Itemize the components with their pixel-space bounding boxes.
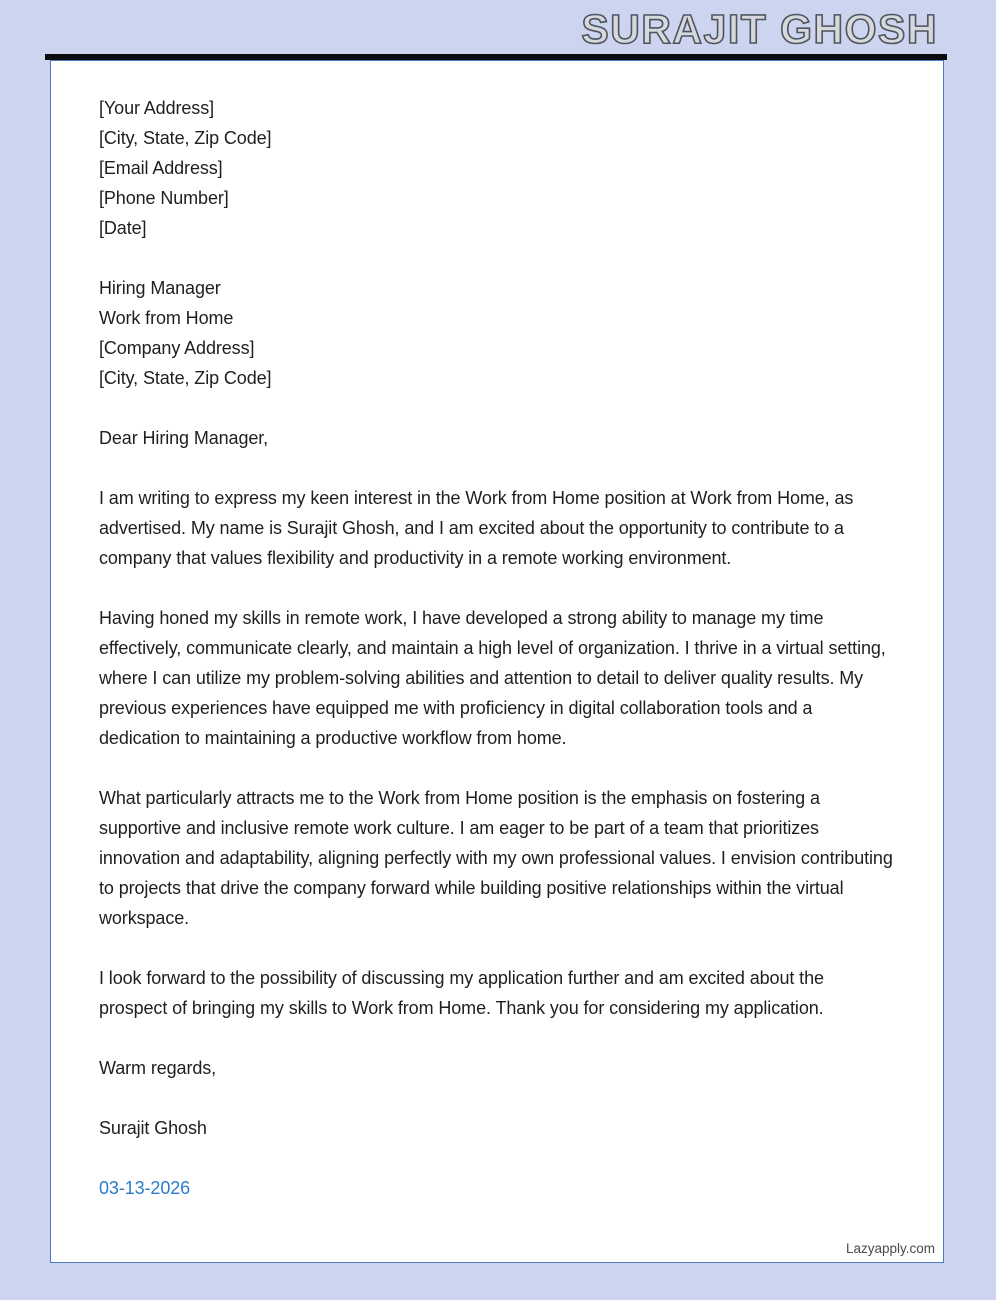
sender-address-block	[99, 93, 894, 243]
sender-address-line: [Your Address]	[99, 98, 215, 118]
paragraph-motivation: What particularly attracts me to the Work from Home position is the emphasis on fostering a supportive and inclusive remote work culture. I am eager to be part of a team that prioritizes innovation and adaptability, aligning perfectly with my own professional values. I envision contributing to projects that drive the company forward while building positive relationships within the virtual workspace.	[99, 788, 893, 928]
letter-sheet	[50, 60, 944, 1263]
paragraph-closing: I look forward to the possibility of discussing my application further and am excited about the prospect of bringing my skills to Work from Home. Thank you for considering my application.	[99, 968, 824, 1018]
paragraph-intro: I am writing to express my keen interest in the Work from Home position at Work from Home, as advertised. My name is Surajit Ghosh, and I am excited about the opportunity to contribute to a company that values flexibility and productivity in a remote working environment.	[99, 488, 854, 568]
header	[45, 6, 938, 52]
sender-phone-line: [Phone Number]	[99, 188, 229, 208]
closing-line: Warm regards,	[99, 1058, 217, 1078]
recipient-address-line: [Company Address]	[99, 338, 255, 358]
recipient-city-line: [City, State, Zip Code]	[99, 368, 272, 388]
paragraph-skills: Having honed my skills in remote work, I have developed a strong ability to manage my time effectively, communicate clearly, and maintain a high level of organization. I thrive in a virtual setting, where I can utilize my problem-solving abilities and attention to detail to deliver quality results. My previous experiences have equipped me with proficiency in digital collaboration tools and a dedication to maintaining a productive workflow from home.	[99, 608, 886, 748]
sender-date-line: [Date]	[99, 218, 147, 238]
recipient-block	[99, 273, 894, 393]
sender-city-line: [City, State, Zip Code]	[99, 128, 272, 148]
recipient-company-line: Work from Home	[99, 308, 234, 328]
letter-date: 03-13-2026	[99, 1178, 191, 1198]
header-name: SURAJIT GHOSH	[581, 6, 938, 52]
salutation: Dear Hiring Manager,	[99, 428, 269, 448]
recipient-title-line: Hiring Manager	[99, 278, 221, 298]
lazyapply-watermark: Lazyapply.com	[845, 1241, 935, 1256]
letter-body	[99, 93, 894, 1203]
sender-email-line: [Email Address]	[99, 158, 223, 178]
signature-name: Surajit Ghosh	[99, 1118, 207, 1138]
